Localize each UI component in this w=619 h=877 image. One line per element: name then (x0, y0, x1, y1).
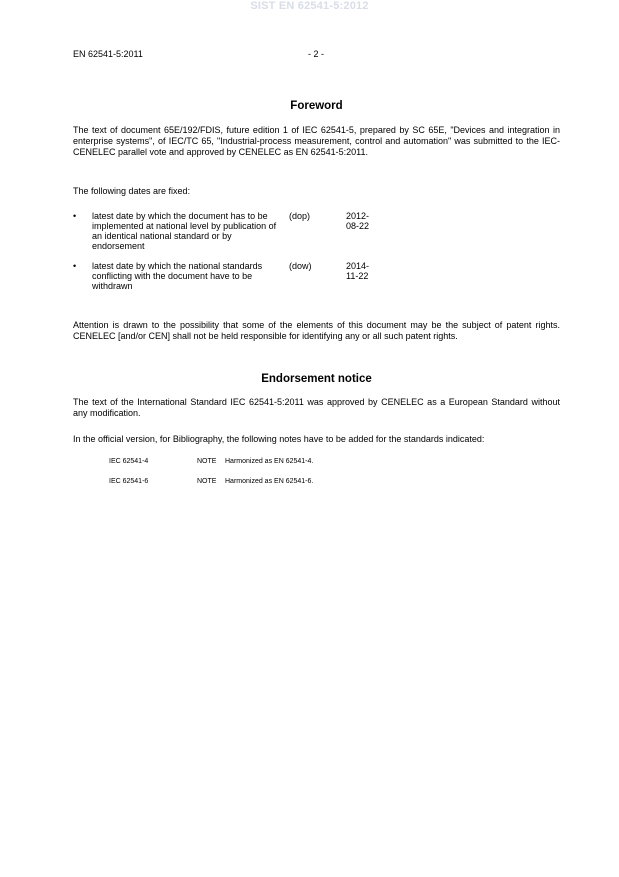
note-text: Harmonized as EN 62541-6. (225, 478, 314, 485)
date-code: (dop) (289, 211, 311, 221)
foreword-title: Foreword (290, 100, 343, 112)
date-description: latest date by which the document has to be implemented at national level by publication of an identical national standard or by endorsement (92, 211, 277, 251)
foreword-paragraph: The text of document 65E/192/FDIS, future edition 1 of IEC 62541-5, prepared by SC 65E, "Devices and integration in enterprise systems", of IEC/TC 65, "Industrial-process measurement, control and automation" was submitted to the IEC-CENELEC parallel vote and approved by CENELEC as EN 62541-5:2011. (73, 125, 560, 157)
date-value: 2014-11-22 (346, 261, 370, 281)
note-standard: IEC 62541-4 (109, 458, 149, 465)
header-document-id: EN 62541-5:2011 (73, 49, 143, 59)
bullet-icon: • (73, 211, 77, 221)
header-page-number: - 2 - (307, 49, 324, 59)
endorsement-title: Endorsement notice (261, 373, 372, 385)
note-label: NOTE (197, 458, 217, 465)
date-value: 2012-08-22 (346, 211, 370, 231)
watermark: SIST EN 62541-5:2012 (250, 0, 369, 12)
bullet-icon: • (73, 261, 77, 271)
attention-paragraph: Attention is drawn to the possibility that some of the elements of this document may be the subject of patent rights. CENELEC [and/or CEN] shall not be held responsible for identifying any or all such patent rights. (73, 320, 560, 341)
note-label: NOTE (197, 478, 217, 485)
bibliography-intro: In the official version, for Bibliography, the following notes have to be added for the standards indicated: (73, 434, 485, 444)
note-text: Harmonized as EN 62541-4. (225, 458, 314, 465)
dates-intro: The following dates are fixed: (73, 186, 191, 196)
endorsement-paragraph: The text of the International Standard IEC 62541-5:2011 was approved by CENELEC as a European Standard without any modification. (73, 397, 560, 418)
note-standard: IEC 62541-6 (109, 478, 149, 485)
date-code: (dow) (289, 261, 312, 271)
date-description: latest date by which the national standards conflicting with the document have to be withdrawn (92, 261, 263, 291)
